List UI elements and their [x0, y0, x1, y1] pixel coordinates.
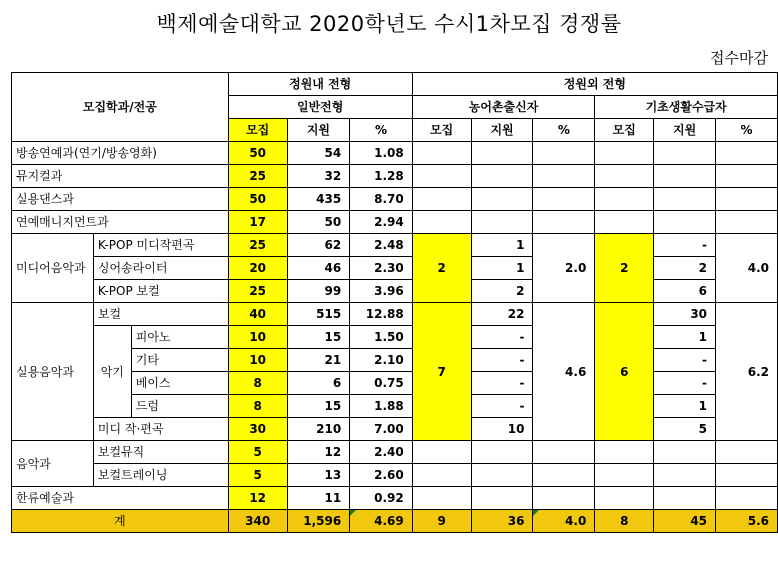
farm-apply-cell: 2 [471, 280, 533, 303]
recruit-cell: 5 [228, 441, 287, 464]
pct-cell: 1.28 [350, 165, 413, 188]
recruit-cell: 8 [228, 395, 287, 418]
total-pct: 4.69 [350, 510, 413, 533]
recruit-cell: 25 [228, 280, 287, 303]
basic-header: 기초생활수급자 [595, 96, 778, 119]
table-row [12, 188, 778, 211]
dept-name: 실용댄스과 [12, 188, 229, 211]
recruit-cell: 10 [228, 326, 287, 349]
major-name: 미디 작·편곡 [93, 418, 228, 441]
recruit-cell: 30 [228, 418, 287, 441]
pct-cell: 3.96 [350, 280, 413, 303]
major-name: 싱어송라이터 [93, 257, 228, 280]
apply-cell: 32 [287, 165, 350, 188]
recruit-cell: 8 [228, 372, 287, 395]
recruit-header: 모집 [595, 119, 654, 142]
farm-apply-cell: 1 [471, 257, 533, 280]
status-note: 접수마감 [710, 49, 768, 67]
apply-cell: 21 [287, 349, 350, 372]
basic-apply-cell: 1 [654, 395, 716, 418]
major-name: K-POP 미디작편곡 [93, 234, 228, 257]
total-farm-apply: 36 [471, 510, 533, 533]
dept-name: 연예매니지먼트과 [12, 211, 229, 234]
recruit-cell: 17 [228, 211, 287, 234]
total-apply: 1,596 [287, 510, 350, 533]
basic-recruit-cell: 2 [595, 234, 654, 303]
dept-name: 한류예술과 [12, 487, 229, 510]
recruit-cell: 12 [228, 487, 287, 510]
major-name: K-POP 보컬 [93, 280, 228, 303]
farm-apply-cell: - [471, 395, 533, 418]
dept-name: 미디어음악과 [12, 234, 94, 303]
apply-cell: 15 [287, 395, 350, 418]
farm-apply-cell: 1 [471, 234, 533, 257]
table-row [12, 303, 778, 326]
total-farm-recruit: 9 [412, 510, 471, 533]
apply-cell: 6 [287, 372, 350, 395]
table-row [12, 211, 778, 234]
basic-pct-cell: 6.2 [716, 303, 778, 441]
pct-header: % [350, 119, 413, 142]
farm-apply-cell: 10 [471, 418, 533, 441]
basic-apply-cell: - [654, 372, 716, 395]
apply-cell: 12 [287, 441, 350, 464]
pct-cell: 2.94 [350, 211, 413, 234]
major-name: 피아노 [131, 326, 228, 349]
dept-name: 실용음악과 [12, 303, 94, 441]
basic-apply-cell: 2 [654, 257, 716, 280]
recruit-cell: 50 [228, 142, 287, 165]
apply-cell: 515 [287, 303, 350, 326]
pct-cell: 2.40 [350, 441, 413, 464]
pct-header: % [533, 119, 595, 142]
recruit-cell: 10 [228, 349, 287, 372]
farm-pct-cell: 2.0 [533, 234, 595, 303]
recruit-cell: 40 [228, 303, 287, 326]
basic-apply-cell: 30 [654, 303, 716, 326]
apply-cell: 50 [287, 211, 350, 234]
pct-cell: 1.88 [350, 395, 413, 418]
dept-name: 방송연예과(연기/방송영화) [12, 142, 229, 165]
competition-table [11, 72, 778, 533]
table-row [12, 441, 778, 464]
basic-apply-cell: - [654, 234, 716, 257]
apply-header: 지원 [471, 119, 533, 142]
apply-cell: 62 [287, 234, 350, 257]
farm-apply-cell: - [471, 349, 533, 372]
basic-apply-cell: 1 [654, 326, 716, 349]
apply-header: 지원 [287, 119, 350, 142]
total-farm-pct: 4.0 [533, 510, 595, 533]
pct-header: % [716, 119, 778, 142]
apply-cell: 15 [287, 326, 350, 349]
apply-cell: 11 [287, 487, 350, 510]
major-name: 보컬뮤직 [93, 441, 228, 464]
pct-cell: 12.88 [350, 303, 413, 326]
pct-cell: 0.92 [350, 487, 413, 510]
basic-recruit-cell: 6 [595, 303, 654, 441]
pct-cell: 2.30 [350, 257, 413, 280]
table-row [12, 257, 778, 280]
pct-cell: 2.10 [350, 349, 413, 372]
table-row [12, 487, 778, 510]
farm-recruit-cell: 2 [412, 234, 471, 303]
total-row [12, 510, 778, 533]
basic-apply-cell: - [654, 349, 716, 372]
recruit-header: 모집 [412, 119, 471, 142]
pct-cell: 2.48 [350, 234, 413, 257]
pct-cell: 7.00 [350, 418, 413, 441]
farm-header: 농어촌출신자 [412, 96, 595, 119]
recruit-cell: 20 [228, 257, 287, 280]
apply-cell: 54 [287, 142, 350, 165]
basic-apply-cell: 5 [654, 418, 716, 441]
recruit-cell: 25 [228, 165, 287, 188]
pct-cell: 8.70 [350, 188, 413, 211]
total-basic-recruit: 8 [595, 510, 654, 533]
major-name: 기타 [131, 349, 228, 372]
farm-apply-cell: 22 [471, 303, 533, 326]
apply-cell: 99 [287, 280, 350, 303]
table-row [12, 326, 778, 349]
pct-cell: 2.60 [350, 464, 413, 487]
farm-apply-cell: - [471, 372, 533, 395]
dept-name: 음악과 [12, 441, 94, 487]
header-row-1 [12, 73, 778, 96]
basic-apply-cell: 6 [654, 280, 716, 303]
table-row [12, 165, 778, 188]
table-row [12, 234, 778, 257]
table-row [12, 142, 778, 165]
apply-cell: 210 [287, 418, 350, 441]
recruit-cell: 50 [228, 188, 287, 211]
recruit-cell: 5 [228, 464, 287, 487]
major-name: 보컬 [93, 303, 228, 326]
outside-header: 정원외 전형 [412, 73, 777, 96]
inside-header: 정원내 전형 [228, 73, 412, 96]
recruit-header: 모집 [228, 119, 287, 142]
table-row [12, 418, 778, 441]
pct-cell: 0.75 [350, 372, 413, 395]
pct-cell: 1.08 [350, 142, 413, 165]
farm-apply-cell: - [471, 326, 533, 349]
farm-pct-cell: 4.6 [533, 303, 595, 441]
farm-recruit-cell: 7 [412, 303, 471, 441]
instrument-label: 악기 [93, 326, 131, 418]
dept-name: 뮤지컬과 [12, 165, 229, 188]
basic-pct-cell: 4.0 [716, 234, 778, 303]
pct-cell: 1.50 [350, 326, 413, 349]
apply-cell: 435 [287, 188, 350, 211]
general-header: 일반전형 [228, 96, 412, 119]
total-label: 계 [12, 510, 229, 533]
total-basic-pct: 5.6 [716, 510, 778, 533]
table-row [12, 464, 778, 487]
page-title: 백제예술대학교 2020학년도 수시1차모집 경쟁률 [156, 12, 622, 36]
apply-cell: 13 [287, 464, 350, 487]
apply-header: 지원 [654, 119, 716, 142]
major-name: 드럼 [131, 395, 228, 418]
recruit-cell: 25 [228, 234, 287, 257]
major-name: 보컬트레이닝 [93, 464, 228, 487]
total-recruit: 340 [228, 510, 287, 533]
major-name: 베이스 [131, 372, 228, 395]
apply-cell: 46 [287, 257, 350, 280]
total-basic-apply: 45 [654, 510, 716, 533]
table-row [12, 280, 778, 303]
dept-header: 모집학과/전공 [12, 73, 229, 142]
